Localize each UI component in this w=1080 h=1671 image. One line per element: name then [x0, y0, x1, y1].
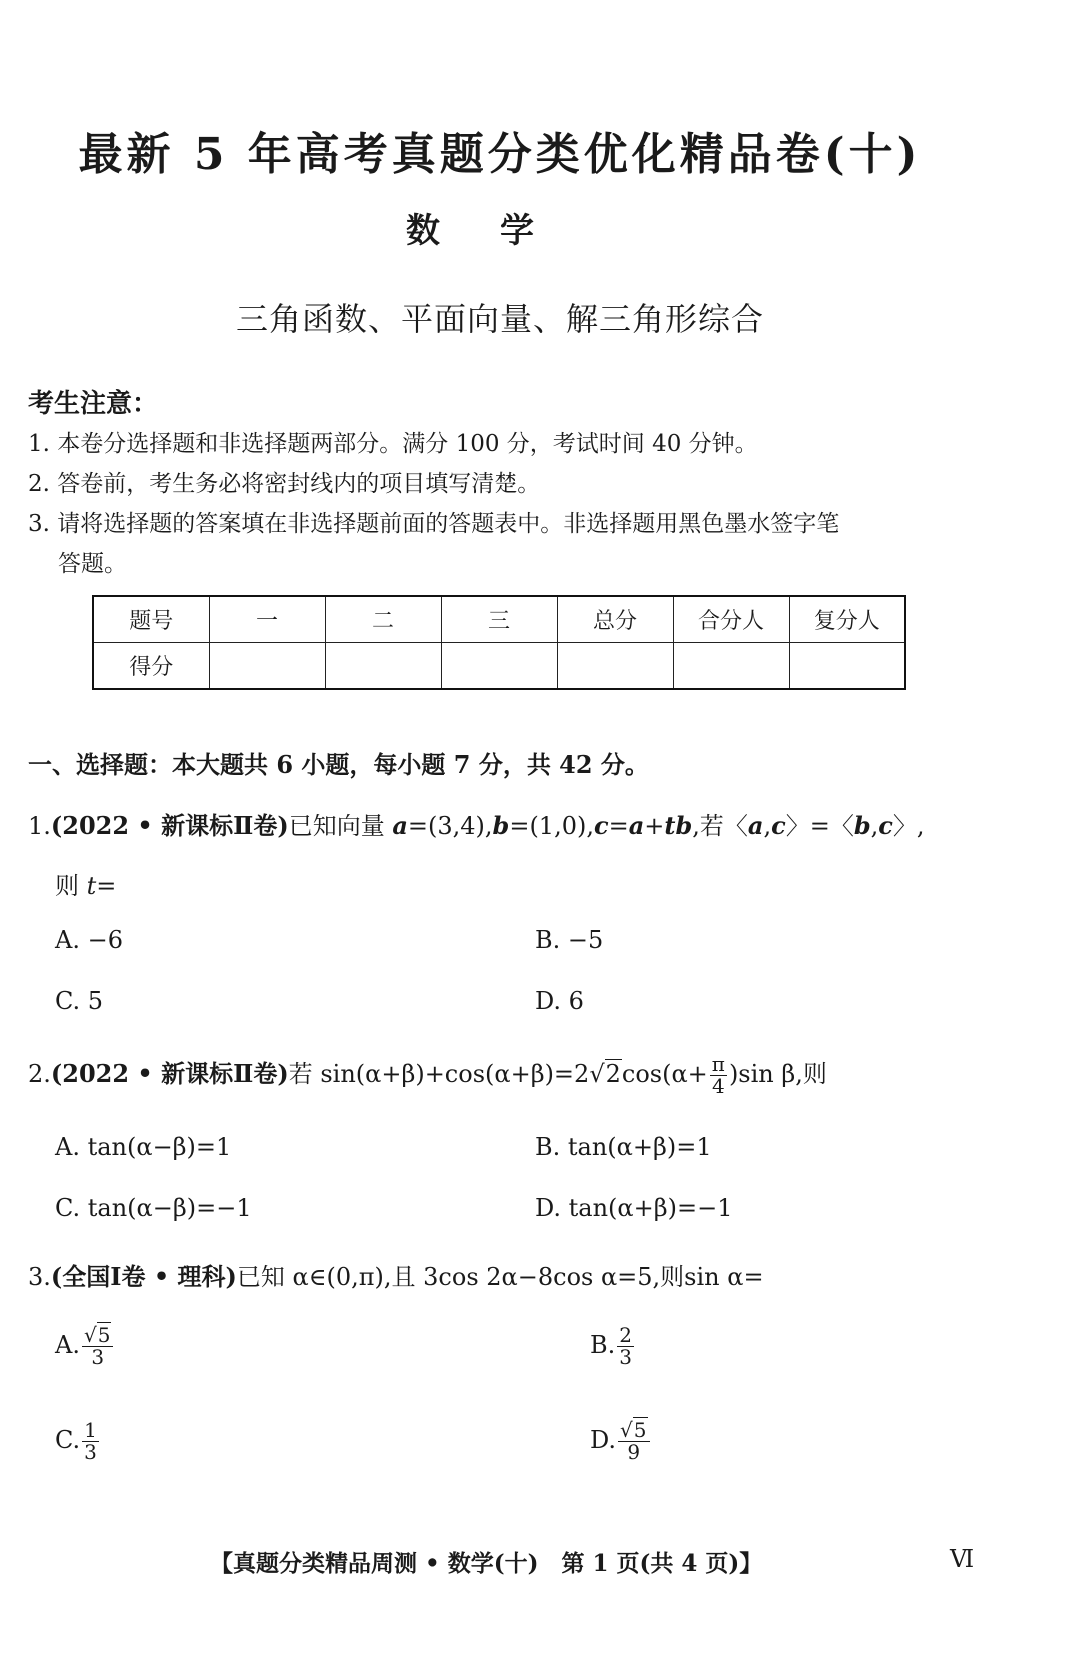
vector-c: c [593, 811, 609, 840]
question-number: 2. [28, 1060, 51, 1088]
q1-option-a[interactable]: A. −6 [55, 926, 123, 954]
stem-text: cos(α+ [621, 1060, 708, 1088]
score-header-cell: 总分 [557, 596, 673, 643]
fraction [710, 1054, 727, 1097]
stem-text: 则 [55, 872, 87, 900]
score-table [92, 595, 906, 690]
section-1-heading: 一、选择题：本大题共 6 小题，每小题 7 分，共 42 分。 [28, 750, 649, 779]
notice-item-3: 3. 请将选择题的答案填在非选择题前面的答题表中。非选择题用黑色墨水签字笔 [28, 511, 840, 537]
score-input-cell[interactable] [789, 643, 905, 690]
q1-option-c[interactable]: C. 5 [55, 987, 104, 1015]
score-header-cell: 三 [441, 596, 557, 643]
stem-text: 已知 α∈(0,π),且 3cos 2α−8cos α=5,则sin α= [236, 1263, 764, 1291]
vector-b: b [853, 811, 871, 840]
vector-c: c [771, 811, 786, 840]
q2-option-a[interactable]: A. tan(α−β)=1 [55, 1133, 232, 1161]
fraction [617, 1325, 634, 1368]
vector-a: a [747, 811, 764, 840]
topic-heading: 三角函数、平面向量、解三角形综合 [235, 300, 764, 338]
q3-option-a[interactable] [55, 1325, 115, 1368]
score-header-cell: 复分人 [789, 596, 905, 643]
exam-title: 最新 5 年高考真题分类优化精品卷(十) [78, 129, 922, 180]
fraction-numerator: 1 [84, 1418, 97, 1442]
score-header-cell: 合分人 [673, 596, 789, 643]
page-mark: Ⅵ [950, 1545, 975, 1573]
score-header-cell: 二 [325, 596, 441, 643]
stem-text: 若 sin(α+β)+cos(α+β)=2 [288, 1060, 590, 1088]
score-row-label: 得分 [93, 643, 209, 690]
option-label: C. [55, 1426, 81, 1454]
score-input-cell[interactable] [325, 643, 441, 690]
stem-text: + [644, 812, 665, 840]
score-header-cell: 一 [209, 596, 325, 643]
question-1-stem-line2 [55, 866, 116, 901]
q2-option-b[interactable]: B. tan(α+β)=1 [535, 1133, 712, 1161]
stem-text: 已知向量 [288, 812, 393, 840]
notice-item-3-cont: 答题。 [58, 551, 127, 577]
page-footer: 【真题分类精品周测 • 数学(十) 第 1 页(共 4 页)】 [210, 1550, 763, 1577]
score-table-score-row [93, 643, 905, 690]
vector-a: a [628, 811, 645, 840]
q3-option-d[interactable] [590, 1420, 652, 1463]
fraction-denominator: 3 [84, 1440, 97, 1464]
fraction [82, 1325, 113, 1368]
question-number: 1. [28, 812, 51, 840]
stem-text: 〉=〈 [785, 812, 854, 840]
sqrt-radicand: 5 [633, 1418, 647, 1442]
fraction-numerator: 2 [619, 1323, 632, 1347]
fraction-numerator: √5 [618, 1420, 649, 1442]
question-source: (2022 • 新课标Ⅱ卷) [50, 811, 289, 840]
stem-text: )sin β,则 [728, 1060, 827, 1088]
notice-heading: 考生注意： [28, 389, 159, 419]
score-input-cell[interactable] [557, 643, 673, 690]
score-input-cell[interactable] [441, 643, 557, 690]
fraction-denominator: 4 [711, 1074, 725, 1098]
stem-text: =(3,4), [407, 812, 493, 840]
score-header-cell: 题号 [93, 596, 209, 643]
score-input-cell[interactable] [673, 643, 789, 690]
option-label: D. [590, 1426, 617, 1454]
stem-text: , [763, 812, 772, 840]
question-source: (全国Ⅰ卷 • 理科) [50, 1262, 237, 1291]
option-label: B. [590, 1331, 616, 1359]
sqrt-radicand: 5 [97, 1323, 111, 1347]
stem-text: ,若〈 [692, 812, 748, 840]
q2-option-d[interactable]: D. tan(α+β)=−1 [535, 1194, 733, 1222]
score-table-header-row [93, 596, 905, 643]
fraction-denominator: 3 [91, 1345, 105, 1369]
fraction [82, 1420, 99, 1463]
fraction-denominator: 9 [627, 1440, 641, 1464]
question-1-stem [28, 806, 925, 841]
fraction-numerator: √5 [82, 1325, 113, 1347]
stem-text: = [96, 872, 117, 900]
q2-option-c[interactable]: C. tan(α−β)=−1 [55, 1194, 252, 1222]
q3-option-c[interactable] [55, 1420, 101, 1463]
subject-heading: 数学 [406, 211, 594, 251]
stem-text: , [870, 812, 879, 840]
vector-tb: tb [664, 811, 693, 840]
fraction-denominator: 3 [619, 1345, 632, 1369]
q3-option-b[interactable] [590, 1325, 636, 1368]
vector-c: c [878, 811, 893, 840]
variable-t: t [86, 872, 97, 900]
stem-text: =(1,0), [509, 812, 594, 840]
fraction-numerator: π [711, 1052, 725, 1076]
question-number: 3. [28, 1263, 51, 1291]
stem-text: = [608, 812, 629, 840]
sqrt-radicand: 2 [605, 1060, 621, 1088]
question-3-stem [28, 1257, 764, 1292]
fraction [618, 1420, 649, 1463]
option-label: A. [55, 1331, 80, 1359]
vector-a: a [392, 811, 408, 840]
question-2-stem [28, 1054, 827, 1097]
q1-option-b[interactable]: B. −5 [535, 926, 604, 954]
notice-item-1: 1. 本卷分选择题和非选择题两部分。满分 100 分，考试时间 40 分钟。 [28, 431, 758, 457]
question-source: (2022 • 新课标Ⅱ卷) [50, 1059, 289, 1088]
notice-item-2: 2. 答卷前，考生务必将密封线内的项目填写清楚。 [28, 471, 541, 497]
sqrt-symbol: √2 [589, 1060, 621, 1088]
vector-b: b [492, 811, 510, 840]
score-input-cell[interactable] [209, 643, 325, 690]
stem-text: 〉, [892, 812, 925, 840]
q1-option-d[interactable]: D. 6 [535, 987, 584, 1015]
